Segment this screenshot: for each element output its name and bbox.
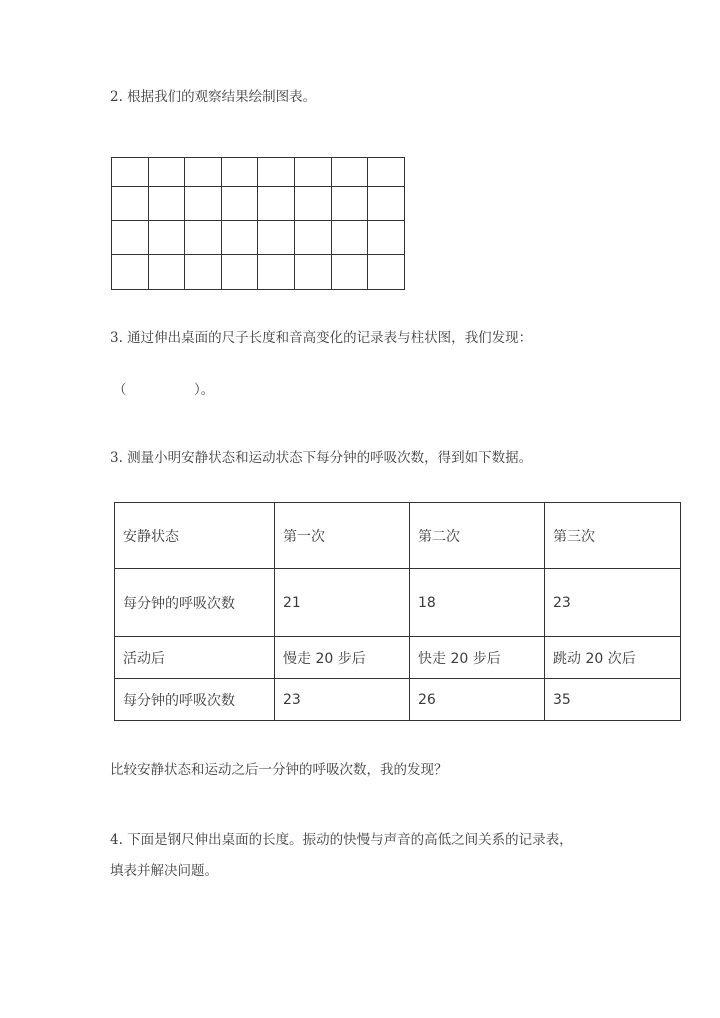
- grid-cell[interactable]: [112, 255, 149, 290]
- table-cell: 第三次: [545, 503, 681, 569]
- grid-cell[interactable]: [331, 187, 368, 221]
- table-cell: 快走 20 步后: [410, 637, 545, 679]
- table-row: [115, 637, 681, 679]
- grid-cell[interactable]: [148, 255, 185, 290]
- grid-row: [112, 255, 405, 290]
- table-cell: 每分钟的呼吸次数: [115, 569, 275, 637]
- table-cell: 活动后: [115, 637, 275, 679]
- grid-cell[interactable]: [221, 255, 258, 290]
- answer-blank[interactable]: （ ）。: [113, 382, 215, 398]
- question-2-title: 2. 根据我们的观察结果绘制图表。: [110, 89, 317, 105]
- table-cell: 23: [545, 569, 681, 637]
- grid-cell[interactable]: [112, 158, 149, 187]
- grid-cell[interactable]: [331, 158, 368, 187]
- grid-cell[interactable]: [185, 255, 222, 290]
- table-cell: 跳动 20 次后: [545, 637, 681, 679]
- grid-row: [112, 221, 405, 255]
- table-cell: 第二次: [410, 503, 545, 569]
- question-3b-text: 3. 测量小明安静状态和运动状态下每分钟的呼吸次数，得到如下数据。: [110, 450, 533, 466]
- grid-cell[interactable]: [294, 255, 331, 290]
- grid-cell[interactable]: [258, 221, 295, 255]
- grid-cell[interactable]: [258, 255, 295, 290]
- table-row: [115, 679, 681, 721]
- grid-cell[interactable]: [368, 187, 405, 221]
- breathing-data-table: [114, 502, 681, 721]
- grid-cell[interactable]: [258, 187, 295, 221]
- grid-cell[interactable]: [221, 158, 258, 187]
- table-cell: 35: [545, 679, 681, 721]
- grid-row: [112, 158, 405, 187]
- question-4-line-2: 填表并解决问题。: [110, 863, 218, 879]
- followup-question: 比较安静状态和运动之后一分钟的呼吸次数，我的发现？: [110, 762, 448, 778]
- blank-chart-grid[interactable]: [111, 157, 405, 290]
- grid-cell[interactable]: [148, 158, 185, 187]
- question-3a-text: 3. 通过伸出桌面的尺子长度和音高变化的记录表与柱状图，我们发现：: [110, 330, 533, 346]
- table-cell: 26: [410, 679, 545, 721]
- grid-cell[interactable]: [148, 187, 185, 221]
- grid-cell[interactable]: [331, 221, 368, 255]
- grid-cell[interactable]: [148, 221, 185, 255]
- table-cell: 18: [410, 569, 545, 637]
- grid-cell[interactable]: [221, 187, 258, 221]
- grid-cell[interactable]: [185, 158, 222, 187]
- table-cell: 23: [275, 679, 410, 721]
- table-row: [115, 569, 681, 637]
- table-cell: 慢走 20 步后: [275, 637, 410, 679]
- grid-cell[interactable]: [258, 158, 295, 187]
- table-cell: 每分钟的呼吸次数: [115, 679, 275, 721]
- question-4-line-1: 4. 下面是钢尺伸出桌面的长度。振动的快慢与声音的高低之间关系的记录表，: [110, 832, 573, 848]
- grid-cell[interactable]: [112, 221, 149, 255]
- table-cell: 安静状态: [115, 503, 275, 569]
- table-cell: 21: [275, 569, 410, 637]
- grid-cell[interactable]: [185, 187, 222, 221]
- grid-cell[interactable]: [331, 255, 368, 290]
- grid-cell[interactable]: [368, 221, 405, 255]
- grid-cell[interactable]: [294, 158, 331, 187]
- grid-cell[interactable]: [112, 187, 149, 221]
- grid-cell[interactable]: [294, 187, 331, 221]
- grid-cell[interactable]: [368, 158, 405, 187]
- grid-cell[interactable]: [294, 221, 331, 255]
- table-cell: 第一次: [275, 503, 410, 569]
- grid-cell[interactable]: [368, 255, 405, 290]
- grid-cell[interactable]: [221, 221, 258, 255]
- grid-cell[interactable]: [185, 221, 222, 255]
- table-row: [115, 503, 681, 569]
- grid-row: [112, 187, 405, 221]
